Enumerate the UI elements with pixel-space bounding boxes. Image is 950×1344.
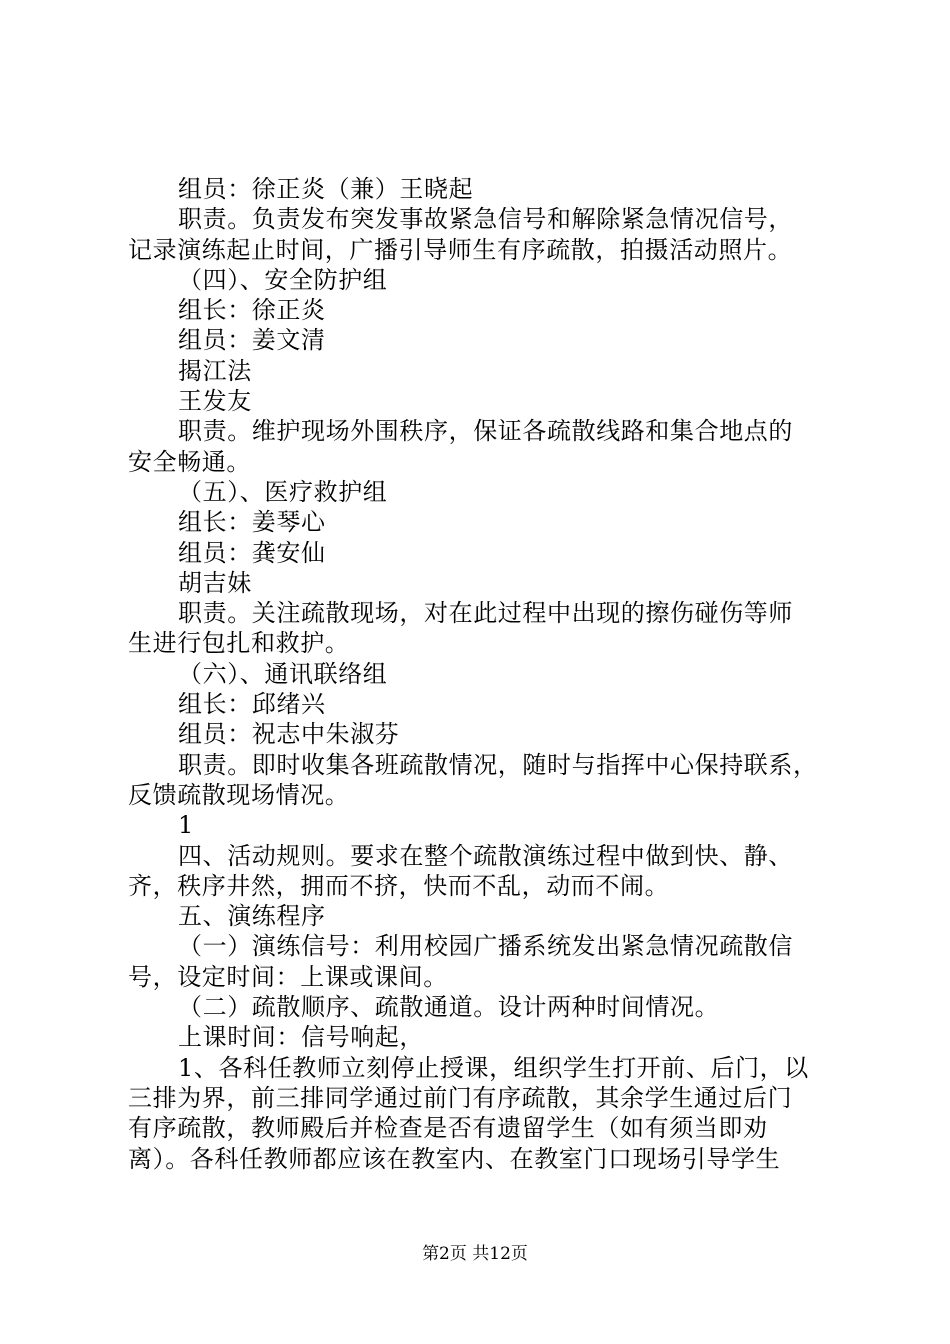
- text-line: （六）、通讯联络组: [178, 659, 388, 688]
- text-line: 职责。即时收集各班疏散情况，随时与指挥中心保持联系，: [178, 750, 818, 779]
- text-line: 职责。负责发布突发事故紧急信号和解除紧急情况信号，: [178, 205, 793, 234]
- text-line: 四、活动规则。要求在整个疏散演练过程中做到快、静、: [178, 841, 793, 870]
- text-line: 1、各科任教师立刻停止授课，组织学生打开前、后门，以: [178, 1053, 809, 1082]
- text-line: 记录演练起止时间，广播引导师生有序疏散，拍摄活动照片。: [128, 235, 793, 264]
- text-line: 齐，秩序井然，拥而不挤，快而不乱，动而不闹。: [128, 871, 670, 900]
- text-line: 揭江法: [178, 356, 252, 385]
- text-line: 组员：姜文清: [178, 326, 326, 355]
- text-line: 上课时间：信号响起，: [178, 1023, 424, 1052]
- text-line: （一）演练信号：利用校园广播系统发出紧急情况疏散信: [178, 932, 793, 961]
- text-line: 胡吉妹: [178, 568, 252, 597]
- text-line: 组长：徐正炎: [178, 296, 326, 325]
- text-line: 王发友: [178, 387, 252, 416]
- text-line: （四）、安全防护组: [178, 265, 388, 294]
- text-line: 生进行包扎和救护。: [128, 629, 350, 658]
- text-line: 号，设定时间：上课或课间。: [128, 962, 448, 991]
- text-line: 五、演练程序: [178, 902, 326, 931]
- text-line: 职责。维护现场外围秩序，保证各疏散线路和集合地点的: [178, 417, 793, 446]
- text-line: 反馈疏散现场情况。: [128, 780, 350, 809]
- text-line: 组长：邱绪兴: [178, 690, 326, 719]
- text-line: 组员：祝志中朱淑芬: [178, 720, 400, 749]
- text-line: （二）疏散顺序、疏散通道。设计两种时间情况。: [178, 993, 720, 1022]
- document-body: [128, 174, 833, 1174]
- text-line: （五）、医疗救护组: [178, 477, 388, 506]
- page-footer: 第2页 共12页: [422, 1244, 528, 1264]
- text-line: 职责。关注疏散现场，对在此过程中出现的擦伤碰伤等师: [178, 599, 793, 628]
- text-line: 安全畅通。: [128, 447, 251, 476]
- text-line: 有序疏散，教师殿后并检查是否有遗留学生（如有须当即劝: [128, 1114, 768, 1143]
- text-line: 1: [178, 811, 194, 840]
- text-line: 组员：徐正炎（兼）王晓起: [178, 175, 474, 203]
- text-line: 三排为界，前三排同学通过前门有序疏散，其余学生通过后门: [128, 1083, 793, 1112]
- text-line: 离）。各科任教师都应该在教室内、在教室门口现场引导学生: [128, 1144, 781, 1173]
- text-line: 组长：姜琴心: [178, 508, 326, 537]
- text-line: 组员：龚安仙: [178, 538, 326, 567]
